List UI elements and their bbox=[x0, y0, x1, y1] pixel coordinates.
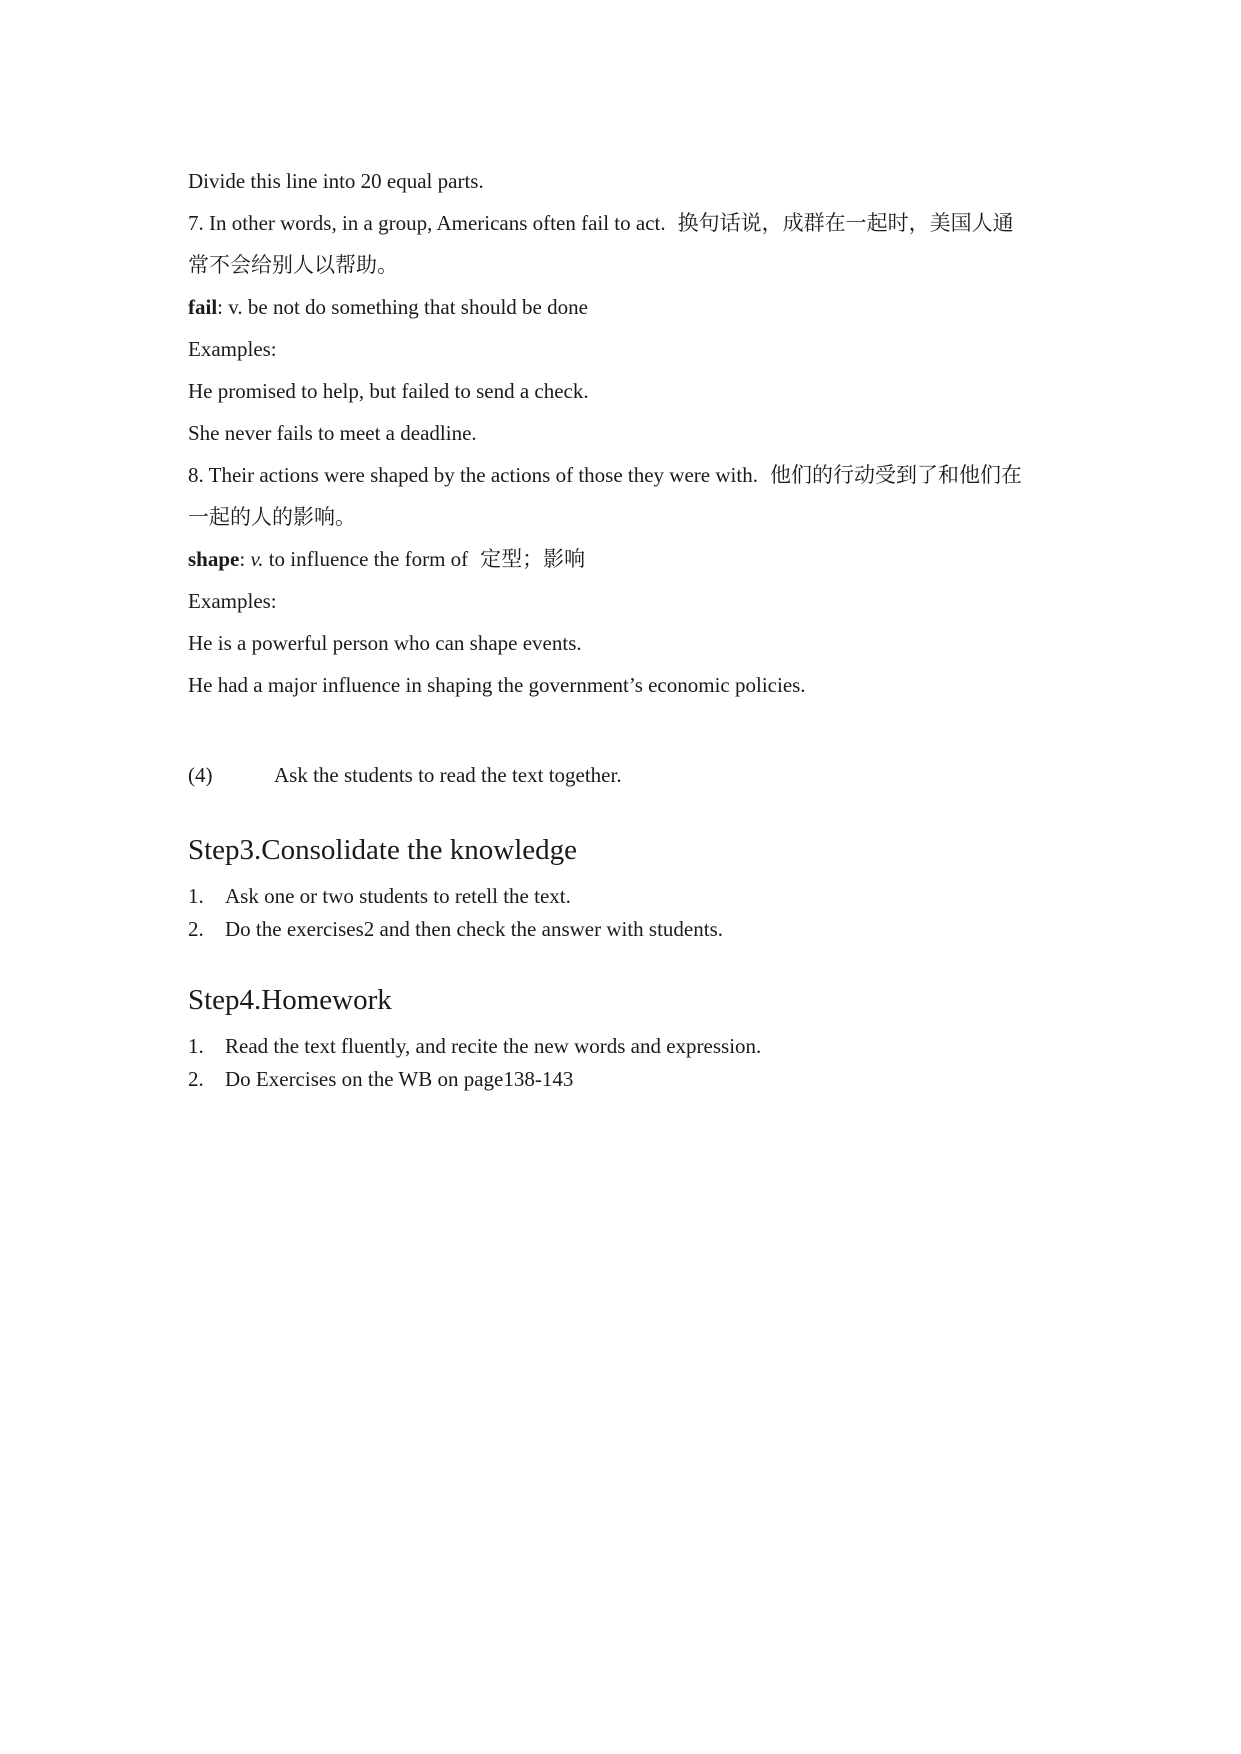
shape-colon: : bbox=[239, 547, 251, 571]
step3-list-item bbox=[188, 880, 1068, 913]
list-number: 1. bbox=[188, 1034, 204, 1058]
item-8-sentence bbox=[188, 454, 1068, 496]
item-7-english: 7. In other words, in a group, Americans often fail to act. bbox=[188, 211, 666, 235]
fail-definition-text: : v. be not do something that should be done bbox=[217, 295, 588, 319]
list-item-text: Do the exercises2 and then check the answer with students. bbox=[225, 917, 724, 941]
list-item-text: Read the text fluently, and recite the new words and expression. bbox=[225, 1034, 762, 1058]
fail-example-2: She never fails to meet a deadline. bbox=[188, 421, 477, 445]
list-item-text: Ask one or two students to retell the text. bbox=[225, 884, 571, 908]
shape-chinese: 定型；影响 bbox=[480, 547, 586, 571]
shape-example-2: He had a major influence in shaping the government’s economic policies. bbox=[188, 673, 806, 697]
examples-label: Examples: bbox=[188, 589, 277, 613]
item-8-english: 8. Their actions were shaped by the actions of those they were with. bbox=[188, 463, 758, 487]
item-8-chinese-part1: 他们的行动受到了和他们在 bbox=[769, 463, 1022, 487]
fail-term: fail bbox=[188, 295, 218, 319]
document-body bbox=[188, 160, 1068, 1096]
item-7-chinese-part1: 换句话说，成群在一起时，美国人通 bbox=[677, 211, 1014, 235]
list-item-text: Do Exercises on the WB on page138-143 bbox=[225, 1067, 574, 1091]
shape-definition-text: to influence the form of bbox=[263, 547, 469, 571]
step3-list-item bbox=[188, 913, 1068, 946]
examples-label: Examples: bbox=[188, 337, 277, 361]
fail-example-1: He promised to help, but failed to send a check. bbox=[188, 379, 589, 403]
item-7-chinese-part2: 常不会给别人以帮助。 bbox=[188, 253, 398, 277]
list-number: 1. bbox=[188, 884, 204, 908]
step4-list-item bbox=[188, 1030, 1068, 1063]
shape-example-1: He is a powerful person who can shape events. bbox=[188, 631, 582, 655]
step3-heading: Step3.Consolidate the knowledge bbox=[188, 834, 578, 866]
list-number: 2. bbox=[188, 917, 204, 941]
step4-heading: Step4.Homework bbox=[188, 984, 392, 1016]
shape-part-of-speech: v. bbox=[250, 547, 264, 571]
item-7-sentence bbox=[188, 202, 1068, 244]
step-item-4-text: Ask the students to read the text together. bbox=[274, 763, 622, 787]
list-number: 2. bbox=[188, 1067, 204, 1091]
step-item-4-number: (4) bbox=[188, 763, 213, 787]
shape-term: shape bbox=[188, 547, 240, 571]
shape-definition bbox=[188, 538, 1068, 580]
fail-definition bbox=[188, 286, 1068, 328]
step-item-4 bbox=[188, 754, 1068, 796]
item-8-chinese-part2: 一起的人的影响。 bbox=[188, 505, 356, 529]
step4-list-item bbox=[188, 1063, 1068, 1096]
divide-line-text: Divide this line into 20 equal parts. bbox=[188, 169, 484, 193]
